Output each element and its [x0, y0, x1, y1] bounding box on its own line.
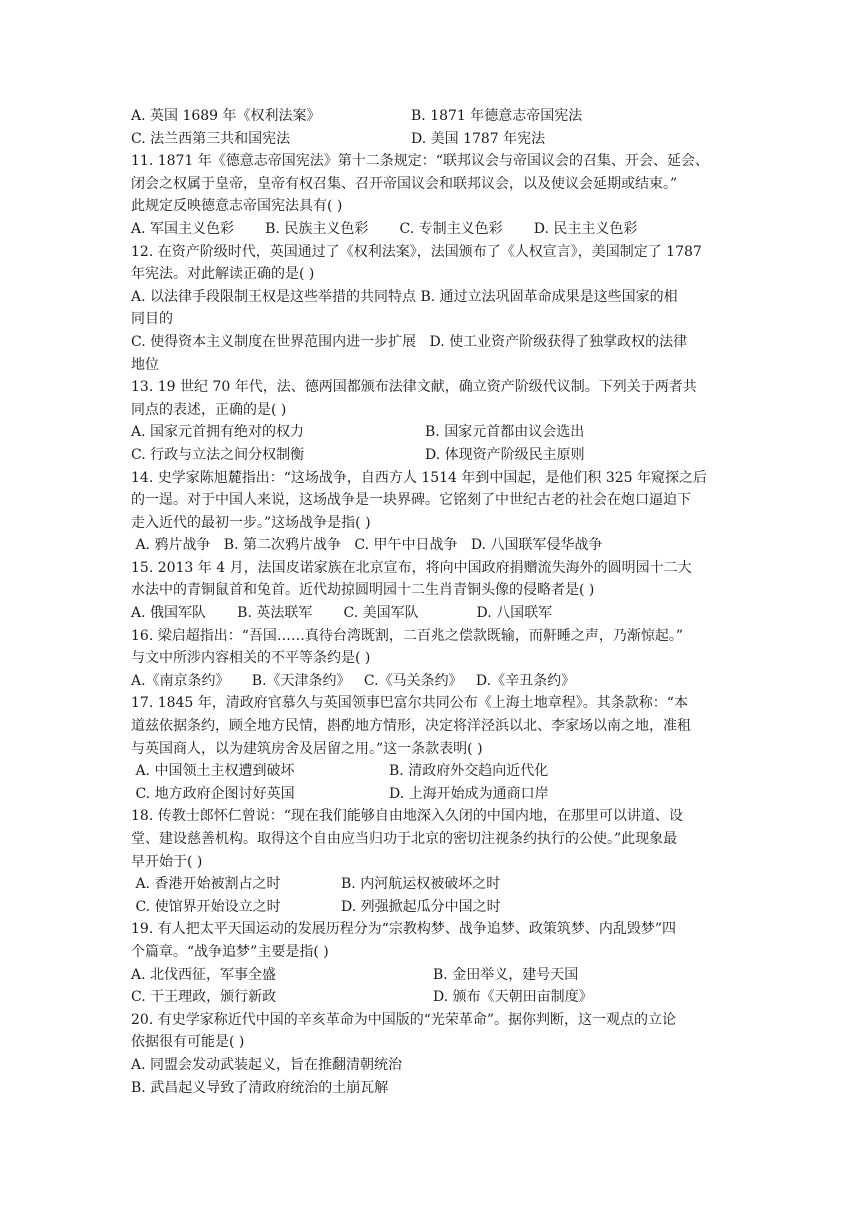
q19-options-row-1: [131, 964, 731, 987]
q13-options-row-1: [131, 421, 731, 444]
q10-option-c: C. 法兰西第三共和国宪法: [131, 130, 291, 147]
q12-option-line-4: 地位: [131, 356, 159, 373]
q12-stem-line-1: 12. 在资产阶级时代，英国通过了《权利法案》，法国颁布了《人权宣言》，美国制定了 1787: [131, 243, 702, 260]
q17-option-d: D. 上海开始成为通商口岸: [389, 785, 549, 802]
q13-stem-line-1: 13. 19 世纪 70 年代，法、德两国都颁布法律文献，确立资产阶级代议制。下列关于两者共: [131, 379, 697, 396]
q20-option-a: A. 同盟会发动武装起义，旨在推翻清朝统治: [131, 1056, 403, 1073]
q18-option-a: A. 香港开始被割占之时: [131, 876, 281, 893]
q10-option-b: B. 1871 年德意志帝国宪法: [411, 108, 583, 124]
q17-options-row-1: [131, 760, 731, 783]
q19-option-d: D. 颁布《天朝田亩制度》: [433, 989, 593, 1006]
q13-options-row-2: [131, 444, 731, 467]
q18-options-row-1: [131, 873, 731, 896]
q16-options: A.《南京条约》 B.《天津条约》 C.《马关条约》 D.《辛丑条约》: [131, 672, 576, 689]
q12-option-line-2: 同目的: [131, 311, 173, 328]
q20-stem-line-2: 依据很有可能是( ): [131, 1034, 245, 1051]
q14-stem-line-2: 的一逞。对于中国人来说，这场战争是一块界碑。它铭刻了中世纪古老的社会在炮口逼迫下: [131, 492, 691, 509]
q19-options-row-2: [131, 986, 731, 1009]
exam-page: [131, 105, 731, 1099]
q13-stem-line-2: 同点的表述，正确的是( ): [131, 401, 287, 418]
q10-options-row-1: [131, 105, 731, 128]
q20-option-b: B. 武昌起义导致了清政府统治的土崩瓦解: [131, 1079, 389, 1096]
q19-stem-line-2: 个篇章。“战争追梦”主要是指( ): [131, 943, 329, 960]
q11-stem-line-1: 11. 1871 年《德意志帝国宪法》第十二条规定：“联邦议会与帝国议会的召集、开会、延会、: [131, 153, 709, 170]
q13-option-a: A. 国家元首拥有绝对的权力: [131, 424, 305, 441]
q10-option-a: A. 英国 1689 年《权利法案》: [131, 108, 321, 124]
q19-option-c: C. 干王理政，颁行新政: [131, 989, 277, 1006]
q16-stem-line-2: 与文中所涉内容相关的不平等条约是( ): [131, 650, 371, 667]
q18-option-d: D. 列强掀起瓜分中国之时: [341, 898, 501, 915]
q18-stem-line-3: 早开始于( ): [131, 853, 203, 870]
q17-stem-line-2: 道兹依据条约，顾全地方民情，斟酌地方情形，决定将洋泾浜以北、李家场以南之地，准租: [131, 718, 691, 735]
q17-option-a: A. 中国领土主权遭到破坏: [131, 763, 295, 780]
q18-options-row-2: [131, 896, 731, 919]
q16-stem-line-1: 16. 梁启超指出：“吾国……真待台湾既割，二百兆之偿款既输，而鼾睡之声，乃渐惊起。”: [131, 627, 684, 644]
q20-stem-line-1: 20. 有史学家称近代中国的辛亥革命为中国版的“光荣革命”。据你判断，这一观点的立论: [131, 1011, 677, 1028]
q17-stem-line-1: 17. 1845 年，清政府官慕久与英国领事巴富尔共同公布《上海土地章程》。其条款称：“本: [131, 695, 688, 712]
q18-option-b: B. 内河航运权被破坏之时: [341, 876, 501, 893]
q19-option-b: B. 金田举义，建号天国: [433, 966, 579, 983]
q17-option-c: C. 地方政府企图讨好英国: [131, 785, 295, 802]
q17-options-row-2: [131, 783, 731, 806]
q14-options: A. 鸦片战争 B. 第二次鸦片战争 C. 甲午中日战争 D. 八国联军侵华战争: [131, 537, 603, 554]
q11-options: A. 军国主义色彩 B. 民族主义色彩 C. 专制主义色彩 D. 民主主义色彩: [131, 220, 638, 237]
q14-stem-line-3: 走入近代的最初一步。”这场战争是指( ): [131, 514, 371, 531]
q10-option-d: D. 美国 1787 年宪法: [411, 130, 546, 147]
q19-option-a: A. 北伐西征，军事全盛: [131, 966, 277, 983]
q12-option-line-1: A. 以法律手段限制王权是这些举措的共同特点 B. 通过立法巩固革命成果是这些国家的相: [131, 288, 678, 305]
q15-stem-line-1: 15. 2013 年 4 月，法国皮诺家族在北京宣布，将向中国政府捐赠流失海外的圆明园十二大: [131, 559, 692, 576]
q18-stem-line-2: 堂、建设慈善机构。取得这个自由应当归功于北京的密切注视条约执行的公使。”此现象最: [131, 831, 678, 847]
q18-stem-line-1: 18. 传教士郎怀仁曾说：“现在我们能够自由地深入久闭的中国内地，在那里可以讲道、设: [131, 808, 683, 825]
q15-stem-line-2: 水法中的青铜鼠首和兔首。近代劫掠圆明园十二生肖青铜头像的侵略者是( ): [131, 582, 595, 599]
q11-stem-line-3: 此规定反映德意志帝国宪法具有( ): [131, 198, 343, 215]
q14-stem-line-1: 14. 史学家陈旭麓指出：“这场战争，自西方人 1514 年到中国起，是他们积 325 年窥探之后: [131, 469, 708, 486]
q12-option-line-3: C. 使得资本主义制度在世界范围内进一步扩展 D. 使工业资产阶级获得了独掌政权的法律: [131, 333, 688, 350]
q13-option-c: C. 行政与立法之间分权制衡: [131, 446, 305, 463]
q11-stem-line-2: 闭会之权属于皇帝，皇帝有权召集、召开帝国议会和联邦议会，以及使议会延期或结束。”: [131, 175, 678, 192]
q13-option-d: D. 体现资产阶级民主原则: [425, 446, 585, 463]
q17-stem-line-3: 与英国商人，以为建筑房舍及居留之用。”这一条款表明( ): [131, 740, 483, 757]
q10-options-row-2: [131, 128, 731, 151]
q17-option-b: B. 清政府外交趋向近代化: [389, 763, 549, 780]
q18-option-c: C. 使馆界开始设立之时: [131, 898, 281, 915]
q13-option-b: B. 国家元首都由议会选出: [425, 424, 585, 441]
q19-stem-line-1: 19. 有人把太平天国运动的发展历程分为“宗教构梦、战争追梦、政策筑梦、内乱毁梦”四: [131, 921, 677, 938]
q15-options: A. 俄国军队 B. 英法联军 C. 美国军队 D. 八国联军: [131, 605, 553, 622]
q12-stem-line-2: 年宪法。对此解读正确的是( ): [131, 266, 315, 283]
